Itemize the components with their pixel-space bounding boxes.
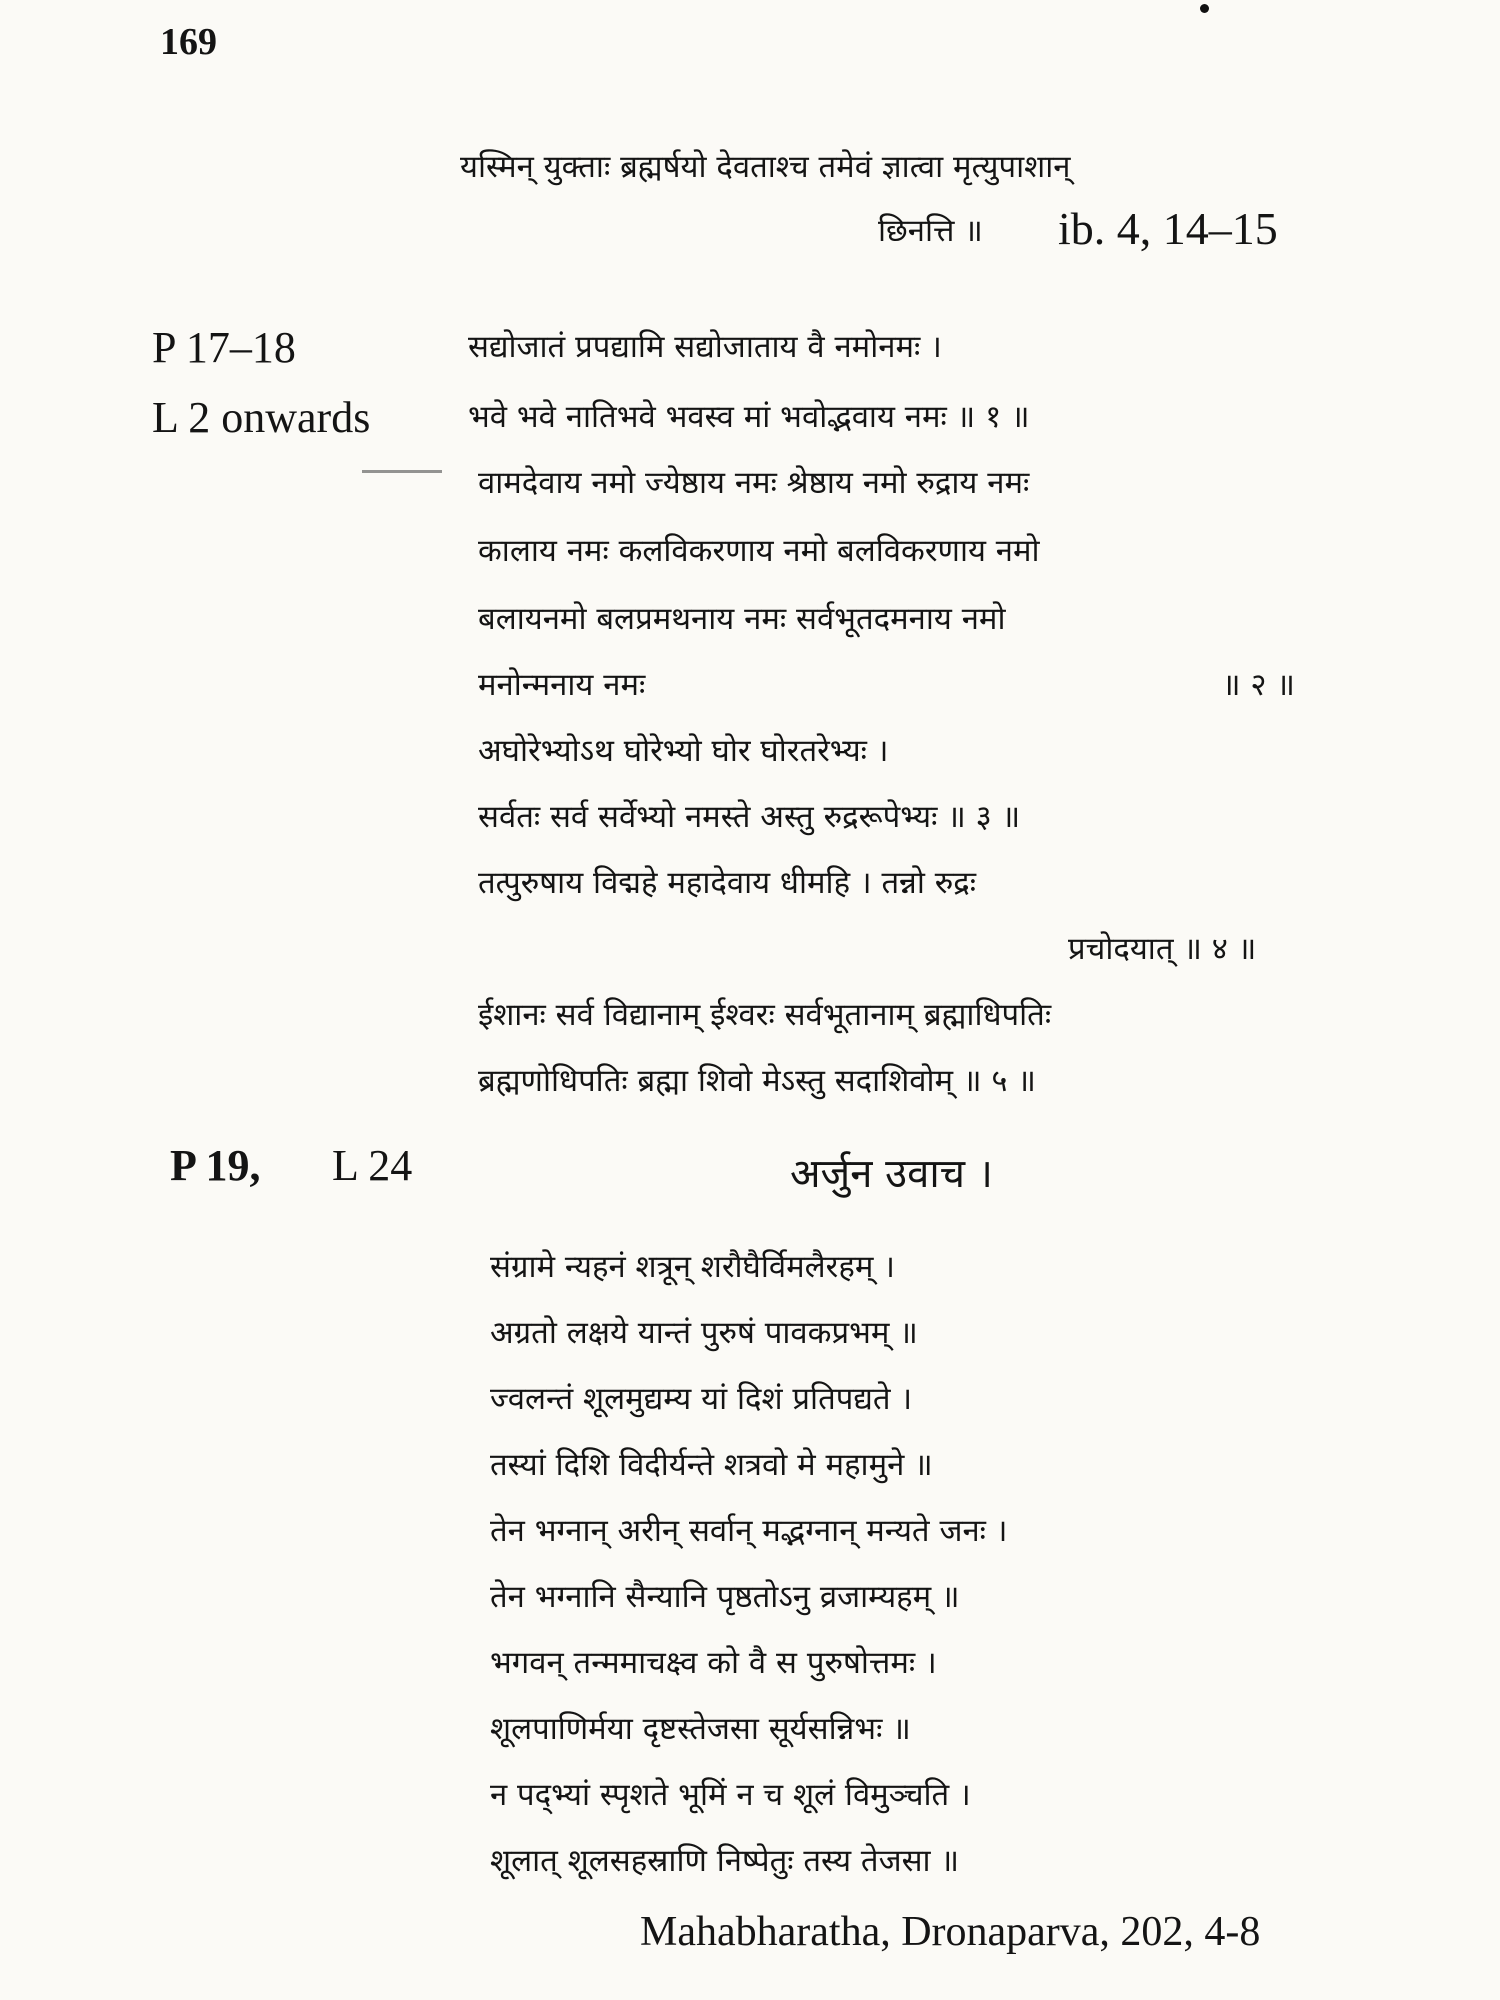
page-ref-label: P 17–18	[152, 323, 296, 372]
verse-line: सर्वतः सर्व सर्वेभ्यो नमस्ते अस्तु रुद्ररूपेभ्यः ॥ ३ ॥	[478, 799, 1021, 835]
verse-line: ईशानः सर्व विद्यानाम् ईश्वरः सर्वभूतानाम् ब्रह्माधिपतिः	[478, 997, 1052, 1033]
verse-line: भवे भवे नातिभवे भवस्व मां भवोद्भवाय नमः ॥ १ ॥	[468, 399, 1030, 435]
section-heading: अर्जुन उवाच ।	[790, 1151, 993, 1197]
verse-number: ॥ २ ॥	[1222, 667, 1295, 703]
verse-line: वामदेवाय नमो ज्येष्ठाय नमः श्रेष्ठाय नमो रुद्राय नमः	[478, 465, 1030, 501]
verse-line: अग्रतो लक्षये यान्तं पुरुषं पावकप्रभम् ॥	[490, 1315, 918, 1351]
verse-line: यस्मिन् युक्ताः ब्रह्मर्षयो देवताश्च तमेवं ज्ञात्वा मृत्युपाशान्	[460, 149, 1071, 185]
verse-line: तत्पुरुषाय विद्महे महादेवाय धीमहि । तन्नो रुद्रः	[478, 865, 976, 901]
ink-speck	[1200, 4, 1209, 13]
verse-line: न पद्भ्यां स्पृशते भूमिं न च शूलं विमुञ्चति ।	[490, 1777, 971, 1813]
verse-line: कालाय नमः कलविकरणाय नमो बलविकरणाय नमो	[478, 533, 1040, 569]
citation: Mahabharatha, Dronaparva, 202, 4-8	[640, 1909, 1261, 1955]
line-ref-label: L 2 onwards	[152, 393, 371, 442]
verse-line: संग्रामे न्यहनं शत्रून् शरौघैर्विमलैरहम् ।	[490, 1249, 895, 1285]
verse-line: मनोन्मनाय नमः	[478, 667, 646, 703]
page-ref-label: P 19,	[170, 1141, 261, 1190]
line-ref-label: L 24	[332, 1141, 413, 1190]
verse-line: छिनत्ति ॥	[878, 213, 983, 249]
reference: ib. 4, 14–15	[1058, 203, 1278, 254]
verse-line: शूलपाणिर्मया दृष्टस्तेजसा सूर्यसन्निभः ॥	[490, 1711, 911, 1747]
verse-line: सद्योजातं प्रपद्यामि सद्योजाताय वै नमोनमः ।	[468, 329, 942, 365]
verse-line: तस्यां दिशि विदीर्यन्ते शत्रवो मे महामुने ॥	[490, 1447, 933, 1483]
verse-line: तेन भग्नानि सैन्यानि पृष्ठतोऽनु व्रजाम्यहम् ॥	[490, 1579, 960, 1615]
verse-line: ज्वलन्तं शूलमुद्यम्य यां दिशं प्रतिपद्यते ।	[490, 1381, 913, 1417]
ink-smear	[362, 470, 442, 473]
verse-line: तेन भग्नान् अरीन् सर्वान् मद्भग्नान् मन्यते जनः ।	[490, 1513, 1008, 1549]
verse-line: भगवन् तन्ममाचक्ष्व को वै स पुरुषोत्तमः ।	[490, 1645, 937, 1681]
page-number: 169	[160, 21, 217, 63]
verse-line: अघोरेभ्योऽथ घोरेभ्यो घोर घोरतरेभ्यः ।	[478, 733, 889, 769]
verse-line: शूलात् शूलसहस्राणि निष्पेतुः तस्य तेजसा ॥	[490, 1843, 960, 1879]
verse-line: प्रचोदयात् ॥ ४ ॥	[1068, 931, 1257, 967]
verse-line: ब्रह्मणोधिपतिः ब्रह्मा शिवो मेऽस्तु सदाशिवोम् ॥ ५ ॥	[478, 1063, 1036, 1099]
verse-line: बलायनमो बलप्रमथनाय नमः सर्वभूतदमनाय नमो	[478, 601, 1006, 637]
